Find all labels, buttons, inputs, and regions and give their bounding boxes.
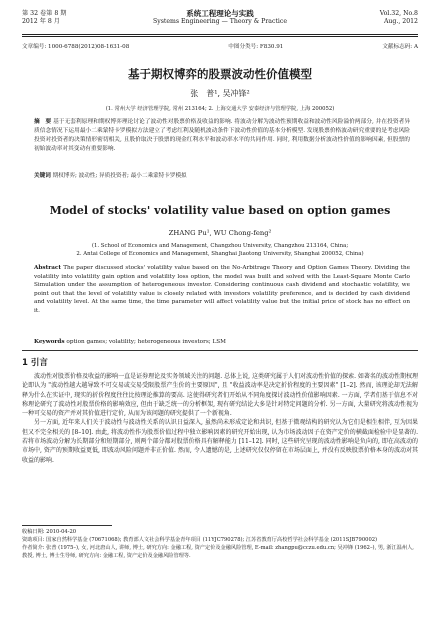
article-number: 文章编号: 1000-6788(2012)08-1631-08: [22, 44, 130, 50]
abstract-divider: [22, 350, 418, 351]
footnote-received: 收稿日期: 2010-04-20: [22, 529, 77, 535]
header-right: [380, 10, 418, 26]
title-cn: 基于期权博弈的股票波动性价值模型: [128, 67, 312, 81]
article-meta: [22, 42, 418, 50]
header-rule: [22, 34, 418, 37]
abstract-cn: [34, 118, 410, 154]
running-header: [22, 10, 418, 34]
body-text: [22, 372, 418, 465]
journal-name-en: Systems Engineering — Theory & Practice: [152, 18, 288, 25]
volume-en: Vol.32, No.8: [379, 10, 418, 17]
footnote-fund: 资助项目: 国家自然科学基金 (70671068); 教育部人文社会科学基金青年项目 (11YJC790278); 江苏省教育厅高校哲学社会科学基金 (2011SJB790002): [22, 537, 378, 543]
keywords-en-text: option games; volatility; heterogeneous investors; LSM: [66, 339, 226, 345]
affiliation-cn: (1. 常州大学 经济管理学院, 常州 213164; 2. 上海交通大学 安泰经济与管理学院, 上海 200052): [105, 106, 335, 112]
journal-name-cn: 系统工程理论与实践: [186, 9, 254, 18]
authors-en: ZHANG Pu¹, WU Chong-feng²: [168, 229, 272, 237]
clc-number: 中图分类号: F830.91: [228, 44, 284, 50]
abstract-cn-text: 基于无套利原理和期权博弈理论讨论了波动性对股票价格及收益的影响. 将波动分解为波动性预期收益和波动性风险溢价两部分, 并在投资者异质信念情况下运用最小二乘蒙特卡罗模拟方法建立了考虑红利及随机波动条件下波动性价值的基本分析模型. 发现股票价格波动研究重要的是考虑风险投资对投资者的决策情形密切相关, 且股价取决于股票的现金红利水平和波动率水平的共同作用. 同时, 利用数据分析波动性价值的影响因素, 但股票的初始波动率对其变动有重要影响.: [34, 119, 411, 152]
footnote-bio: 作者简介: 张普 (1975–), 女, 河北唐山人, 讲师, 博士, 研究方向: 金融工程, 资产定价及金融风险管理, E-mail: zhangpu@cczu.edu.cn; 吴冲锋 (1962–), 男, 浙江温州人, 教授, 博士, 博士生导师, 研究方向: 金融工程, 资产定价及金融风险管理等.: [22, 545, 414, 559]
affiliation-en-line: 2. Antai College of Economics and Management, Shanghai Jiaotong University, Shanghai 200052, China): [76, 251, 364, 257]
abstract-en-label: Abstract: [34, 265, 61, 271]
keywords-cn: [34, 171, 410, 179]
section-title: 引言: [30, 358, 48, 368]
section-number: 1: [22, 358, 28, 368]
volume-cn: 第 32 卷第 8 期: [22, 10, 67, 17]
date-cn: 2012 年 8 月: [22, 18, 60, 25]
footnote-rule: [22, 525, 112, 526]
affiliation-en-line: (1. School of Economics and Management, Changzhou University, Changzhou 213164, China;: [91, 243, 349, 249]
abstract-en: [34, 264, 410, 316]
date-en: Aug., 2012: [383, 18, 418, 25]
footnote: [22, 528, 418, 560]
abstract-en-text: The paper discussed stocks' volatility value based on the No-Arbitrage Theory and Option Games Theory. Dividing the volatility into volatility gain option and volatility loss option, the model was built and solved with the Least-Square Monte Carlo Simulation under the assumption of heterogeneous investor. Considering continuous cash dividend and stochastic volatility, we point out that the level of volatility value is closely related with investors volatility preference, and is decided by cash dividend and volatility level. At the same time, the time parameter will affect volatility value but the initial price of stock has no effect on it.: [34, 265, 410, 314]
section-heading: [22, 356, 48, 368]
document-code: 文献标志码: A: [382, 44, 418, 50]
authors-cn: 张 普¹, 吴冲锋²: [190, 89, 250, 98]
keywords-cn-text: 期权博弈; 波动性; 异质投资者; 最小二乘蒙特卡罗模拟: [52, 173, 187, 179]
keywords-cn-label: 关键词: [34, 173, 51, 179]
header-center: [22, 10, 418, 26]
title-en: Model of stocks' volatility value based on option games: [49, 204, 391, 217]
affiliation-en: [40, 242, 400, 258]
body-paragraph: 另一方面, 近年来人们关于波动性与波动性关系的认识日益深入, 虽然尚未形成定论和共识, 但基于微观结构的研究认为它们是相生相伴, 互为因果但又不完全相关的 [8–10]. 由此, 将波动性作为股票价值过程中独立影响因素的研究开始出现, 认为市场波动因子在资产定价的横截面检验中是显著的. 若将市场波动分解为长期部分和短期部分, 则两个部分都对股票价格具有解释能力 [11–12]. 同时, 这些研究呈现的波动性影响是负向的, 即在高波动的市场中, 资产的预期收益更低, 即波动风险问题并非正价值. 然而, 令人遗憾的是, 上述研究仅仅停留在市场层面上, 并没有反映股票价格本身的波动对其收益的影响.: [22, 419, 418, 464]
keywords-en: [34, 339, 410, 345]
abstract-cn-label: 摘 要: [34, 119, 52, 125]
body-paragraph: 波动性对股票价格及收益的影响一直是证券理论及实务领域关注的问题. 总体上说, 这类研究属于人们对波动性价值的探索. 如著名的波动性期权理论即认为 "波动性越大越导致不可交易或交易受限股票产生价的主要原因", 且 "收益波动率是决定折价程度的主要因素" [1–2]. 然而, 该理论却无法解释为什么在实证中, 现实的折价程度往往比按理论推算的要高. 这使得研究者们开始从不同角度探讨波动性价值影响因素. 一方面, 学者们基于信息不对称理论研究了波动性对股票价格的影响效应, 但由于缺乏统一的分析框架, 现有研究结论大多是针对特定问题的分析. 另一方面, 大量研究将波动性视为一种可交易的资产并对其价值进行定价, 从而为该问题的研究提供了一个新视角.: [22, 373, 418, 418]
keywords-en-label: Keywords: [34, 339, 65, 345]
